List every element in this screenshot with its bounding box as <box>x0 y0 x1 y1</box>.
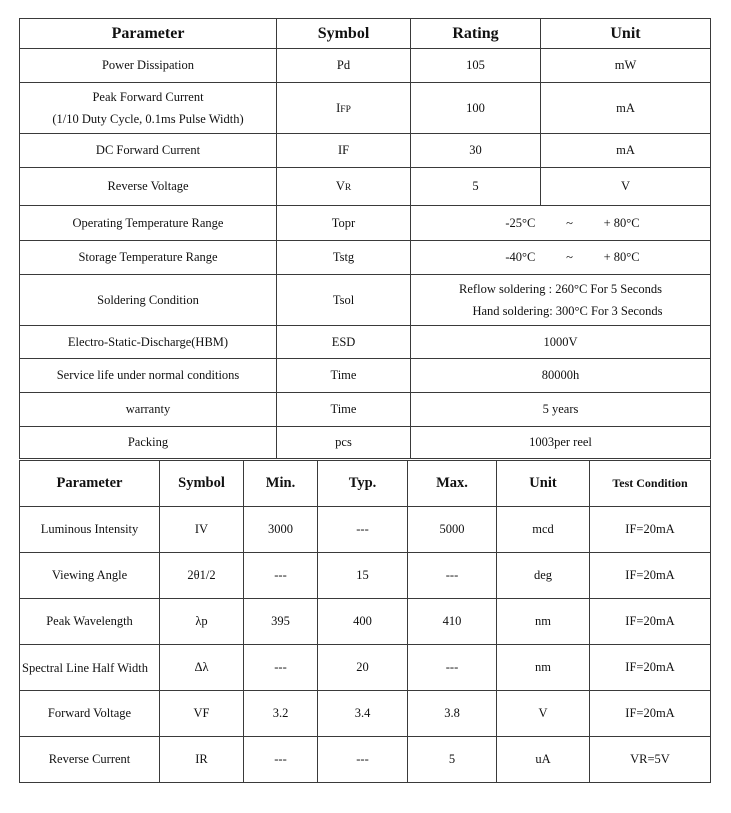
header-unit: Unit <box>497 461 590 507</box>
max-cell: --- <box>408 553 497 599</box>
header-unit: Unit <box>541 19 711 49</box>
min-cell: --- <box>244 737 318 783</box>
range-min: -25°C <box>505 215 536 230</box>
min-cell: --- <box>244 645 318 691</box>
symbol-cell: VR <box>277 168 411 206</box>
condition-cell: VR=5V <box>590 737 711 783</box>
unit-cell: mcd <box>497 507 590 553</box>
max-ratings-header-row <box>20 19 711 49</box>
value-cell: 1000V <box>411 326 711 359</box>
rating-cell: 100 <box>411 83 541 134</box>
table-row <box>20 275 711 326</box>
table-row <box>20 168 711 206</box>
max-cell: 3.8 <box>408 691 497 737</box>
header-test-condition: Test Condition <box>590 461 711 507</box>
rating-cell: 5 <box>411 168 541 206</box>
table-row <box>20 241 711 275</box>
symbol-cell: VF <box>160 691 244 737</box>
header-typ: Typ. <box>318 461 408 507</box>
parameter-cell: Operating Temperature Range <box>20 206 277 241</box>
condition-cell: IF=20mA <box>590 645 711 691</box>
reflow-soldering-text: Reflow soldering : 260°C For 5 Seconds <box>459 282 662 296</box>
table-row <box>20 359 711 393</box>
unit-cell: uA <box>497 737 590 783</box>
parameter-cell: Packing <box>20 427 277 459</box>
parameter-cell: Spectral Line Half Width <box>20 645 160 691</box>
table-row <box>20 427 711 459</box>
max-cell: --- <box>408 645 497 691</box>
symbol-cell: IFP <box>277 83 411 134</box>
parameter-cell <box>20 83 277 134</box>
range-max: + 80°C <box>603 215 640 230</box>
parameter-cell: Luminous Intensity <box>20 507 160 553</box>
temperature-range-cell <box>411 241 711 275</box>
table-row <box>20 507 711 553</box>
symbol-cell: Tsol <box>277 275 411 326</box>
symbol-cell: Time <box>277 359 411 393</box>
parameter-cell: Service life under normal conditions <box>20 359 277 393</box>
unit-cell: V <box>541 168 711 206</box>
range-separator: ~ <box>566 250 573 264</box>
typ-cell: --- <box>318 507 408 553</box>
parameter-name: Peak Forward Current <box>92 90 204 104</box>
typ-cell: 400 <box>318 599 408 645</box>
symbol-cell: IF <box>277 134 411 168</box>
header-symbol: Symbol <box>277 19 411 49</box>
unit-cell: nm <box>497 599 590 645</box>
optical-header-row <box>20 461 711 507</box>
parameter-cell: Storage Temperature Range <box>20 241 277 275</box>
header-rating: Rating <box>411 19 541 49</box>
table-row <box>20 393 711 427</box>
header-max: Max. <box>408 461 497 507</box>
max-cell: 410 <box>408 599 497 645</box>
value-cell: 80000h <box>411 359 711 393</box>
parameter-cell: Reverse Voltage <box>20 168 277 206</box>
unit-cell: mA <box>541 134 711 168</box>
temperature-range-cell <box>411 206 711 241</box>
condition-cell: IF=20mA <box>590 553 711 599</box>
condition-cell: IF=20mA <box>590 599 711 645</box>
range-max: + 80°C <box>603 250 640 264</box>
table-row <box>20 599 711 645</box>
parameter-cell: Electro-Static-Discharge(HBM) <box>20 326 277 359</box>
condition-cell: IF=20mA <box>590 691 711 737</box>
table-row <box>20 206 711 241</box>
value-cell: 1003per reel <box>411 427 711 459</box>
symbol-cell: Topr <box>277 206 411 241</box>
parameter-cell: Soldering Condition <box>20 275 277 326</box>
table-row <box>20 553 711 599</box>
table-row <box>20 691 711 737</box>
table-row <box>20 737 711 783</box>
typ-cell: 3.4 <box>318 691 408 737</box>
range-separator: ~ <box>566 215 573 230</box>
rating-cell: 30 <box>411 134 541 168</box>
parameter-cell: Peak Wavelength <box>20 599 160 645</box>
min-cell: 3000 <box>244 507 318 553</box>
rating-cell: 105 <box>411 49 541 83</box>
header-parameter: Parameter <box>20 461 160 507</box>
symbol-cell: pcs <box>277 427 411 459</box>
condition-cell: IF=20mA <box>590 507 711 553</box>
max-ratings-table <box>19 18 711 459</box>
table-row <box>20 645 711 691</box>
range-min: -40°C <box>505 250 536 264</box>
min-cell: --- <box>244 553 318 599</box>
table-row <box>20 83 711 134</box>
parameter-cell: warranty <box>20 393 277 427</box>
parameter-cell: Viewing Angle <box>20 553 160 599</box>
unit-cell: V <box>497 691 590 737</box>
header-min: Min. <box>244 461 318 507</box>
symbol-cell: IR <box>160 737 244 783</box>
unit-cell: mA <box>541 83 711 134</box>
max-cell: 5 <box>408 737 497 783</box>
header-symbol: Symbol <box>160 461 244 507</box>
symbol-cell: 2θ1/2 <box>160 553 244 599</box>
symbol-cell: Time <box>277 393 411 427</box>
unit-cell: deg <box>497 553 590 599</box>
typ-cell: --- <box>318 737 408 783</box>
table-row <box>20 326 711 359</box>
symbol-cell: λp <box>160 599 244 645</box>
unit-cell: nm <box>497 645 590 691</box>
min-cell: 395 <box>244 599 318 645</box>
parameter-cell: Power Dissipation <box>20 49 277 83</box>
soldering-condition-cell <box>411 275 711 326</box>
table-row <box>20 49 711 83</box>
symbol-cell: Pd <box>277 49 411 83</box>
symbol-cell: ESD <box>277 326 411 359</box>
min-cell: 3.2 <box>244 691 318 737</box>
unit-cell: mW <box>541 49 711 83</box>
parameter-cell: Reverse Current <box>20 737 160 783</box>
symbol-cell: Tstg <box>277 241 411 275</box>
max-cell: 5000 <box>408 507 497 553</box>
hand-soldering-text: Hand soldering: 300°C For 3 Seconds <box>472 304 663 318</box>
optical-characteristics-table <box>19 460 711 783</box>
value-cell: 5 years <box>411 393 711 427</box>
table-row <box>20 134 711 168</box>
parameter-note: (1/10 Duty Cycle, 0.1ms Pulse Width) <box>52 112 244 126</box>
parameter-cell: DC Forward Current <box>20 134 277 168</box>
parameter-cell: Forward Voltage <box>20 691 160 737</box>
typ-cell: 20 <box>318 645 408 691</box>
typ-cell: 15 <box>318 553 408 599</box>
symbol-cell: IV <box>160 507 244 553</box>
symbol-cell: Δλ <box>160 645 244 691</box>
header-parameter: Parameter <box>20 19 277 49</box>
